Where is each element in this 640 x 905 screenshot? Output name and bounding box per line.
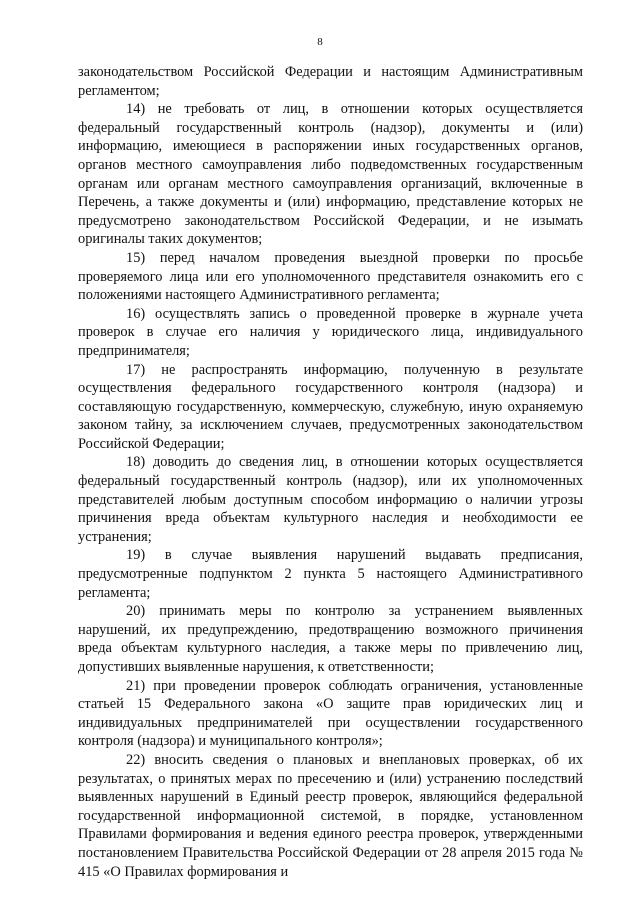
page-number: 8 <box>317 36 323 48</box>
paragraph-continuation: законодательством Российской Федерации и настоящим Административным регламентом; <box>78 64 583 99</box>
paragraph-item-21: 21) при проведении проверок соблюдать ограничения, установленные статьей 15 Федерального закона «О защите прав юридических лиц и индивидуальных предпринимателей при осуществлении государственного контроля (надзора) и муниципального контроля»; <box>78 677 583 750</box>
paragraph-item-16: 16) осуществлять запись о проведенной проверке в журнале учета проверок в случае его наличия у юридического лица, индивидуального предпринимателя; <box>78 305 583 359</box>
paragraph-item-15: 15) перед началом проведения выездной проверки по просьбе проверяемого лица или его уполномоченного представителя ознакомить его с положениями настоящего Административного регламента; <box>78 249 583 304</box>
paragraph-item-22: 22) вносить сведения о плановых и внеплановых проверках, об их результатах, о принятых мерах по пресечению и (или) устранению последствий выявленных нарушений в Единый реестр проверок, являющийся федеральной государственной информационной системой, в порядке, установленном Правилами формирования и ведения единого реестра проверок, утвержденными постановлением Правительства Российской Федерации от 28 апреля 2015 года № 415 «О Правилах формирования и <box>78 751 583 880</box>
paragraph-item-18: 18) доводить до сведения лиц, в отношении которых осуществляется федеральный государственный контроль (надзор), или их уполномоченных представителей любым доступным способом информацию о наличии угрозы причинения вреда объектам культурного наследия и необходимости ее устранения; <box>78 454 583 545</box>
paragraph-item-17: 17) не распространять информацию, полученную в результате осуществления федерального государственного контроля (надзора) и составляющую государственную, коммерческую, служебную, иную охраняемую законом тайну, за исключением случаев, предусмотренных законодательством Российской Федерации; <box>78 361 583 452</box>
paragraph-item-20: 20) принимать меры по контролю за устранением выявленных нарушений, их предупреждению, предотвращению возможного причинения вреда объектам культурного наследия, а также меры по привлечению лиц, допустивших выявленные нарушения, к ответственности; <box>78 603 583 675</box>
paragraph-item-19: 19) в случае выявления нарушений выдавать предписания, предусмотренные подпунктом 2 пункта 5 настоящего Административного регламента; <box>78 547 583 601</box>
paragraph-item-14: 14) не требовать от лиц, в отношении которых осуществляется федеральный государственный контроль (надзор), документы и (или) информацию, имеющиеся в распоряжении иных государственных органов, органов местного самоуправления либо подведомственных государственным органам или органам местного самоуправления организаций, включенные в Перечень, а также документы и (или) информацию, представление которых не предусмотрено законодательством Российской Федерации, и не изымать оригиналы таких документов; <box>78 101 583 248</box>
document-body <box>78 63 583 881</box>
